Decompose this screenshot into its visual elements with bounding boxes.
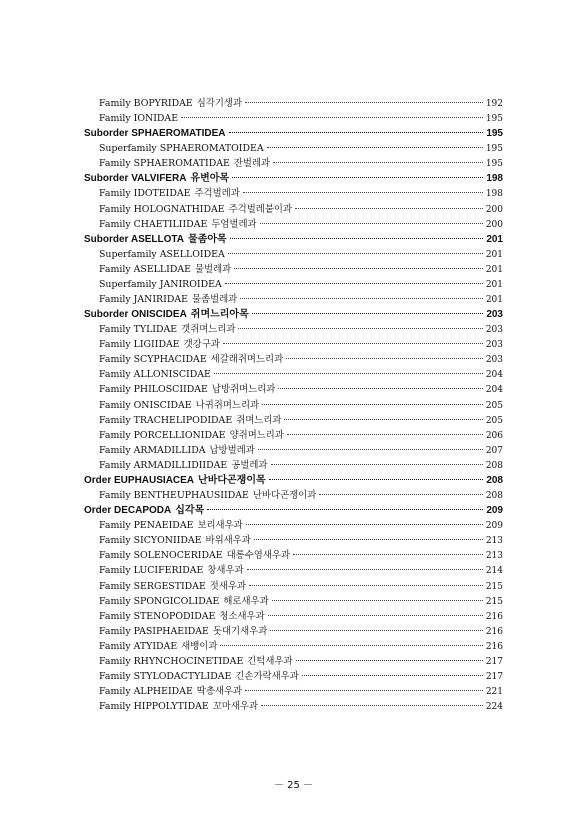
dot-leader [220, 645, 482, 646]
korean-name: 긴손가락새우과 [235, 670, 299, 682]
dot-leader [230, 238, 484, 239]
taxon-rank: Family [99, 520, 131, 532]
korean-name: 심각기생과 [196, 98, 243, 109]
page-ref: 205 [485, 415, 503, 426]
korean-name: 보리새우과 [197, 520, 243, 532]
taxon-name: SCYPHACIDAE [133, 354, 207, 366]
toc-entry-label [99, 96, 242, 111]
page-ref: 216 [485, 611, 503, 622]
taxon-rank: Family [99, 686, 131, 698]
dot-leader [238, 328, 482, 329]
toc-entry-row [84, 699, 503, 714]
korean-name: 쥐며느리아목 [190, 309, 249, 321]
korean-name: 꼬마새우과 [212, 701, 259, 713]
taxon-name: TYLIDAE [133, 324, 178, 336]
toc-entry-label [99, 458, 268, 473]
korean-name: 물좀아목 [188, 233, 227, 245]
page-ref: 195 [485, 114, 503, 125]
korean-name: 대롱수염새우과 [226, 550, 291, 562]
dot-leader [278, 388, 483, 389]
toc-entry-label [99, 684, 242, 699]
dot-leader [228, 253, 483, 254]
taxon-rank: Superfamily [99, 143, 157, 155]
page-ref: 207 [485, 445, 503, 456]
taxon-rank: Suborder [84, 309, 129, 321]
page-ref: 204 [485, 370, 503, 381]
taxon-rank: Superfamily [99, 278, 157, 290]
korean-name: 유변아목 [190, 173, 230, 185]
toc-entry-row [84, 428, 503, 443]
dot-leader [284, 419, 482, 420]
korean-name: 물좀벌레과 [191, 294, 238, 306]
toc-entry-label [84, 232, 227, 247]
toc-entry-row [84, 684, 503, 699]
korean-name: 쥐며느리과 [236, 414, 282, 426]
toc-entry-label [99, 217, 257, 232]
taxon-name: BOPYRIDAE [133, 98, 193, 109]
taxon-rank: Family [99, 580, 131, 592]
toc-entry-label [99, 443, 255, 458]
taxon-name: STYLODACTYLIDAE [133, 670, 232, 682]
toc-entry-label [99, 579, 246, 594]
toc-heading-row [84, 171, 503, 186]
page-ref: 216 [485, 641, 503, 652]
page-ref: 198 [485, 189, 503, 200]
toc-entry-label [99, 518, 243, 533]
taxon-name: SPHAEROMATIDAE [133, 158, 230, 170]
dot-leader [269, 479, 484, 480]
taxon-rank: Family [99, 369, 131, 381]
dot-leader [319, 494, 483, 495]
korean-name: 딱총새우과 [196, 686, 243, 698]
taxon-rank: Suborder [84, 233, 129, 245]
dot-leader [293, 554, 483, 555]
taxon-rank: Family [99, 535, 131, 547]
toc-entry-label [99, 202, 292, 217]
dot-leader [181, 117, 483, 118]
page-ref: 224 [485, 702, 503, 713]
korean-name: 젓새우과 [209, 580, 247, 592]
page-ref: 217 [485, 671, 503, 682]
toc-heading-row [84, 307, 503, 322]
page-ref: 203 [485, 325, 503, 336]
taxon-name: BENTHEUPHAUSIIDAE [133, 490, 249, 502]
taxon-name: ONISCIDAE [133, 399, 192, 411]
toc-heading-row [84, 503, 503, 518]
toc-entry-label [99, 322, 235, 337]
korean-name: 갯쥐며느리과 [181, 324, 236, 336]
page-ref: 208 [485, 460, 503, 471]
toc-entry-label [99, 352, 283, 367]
dot-leader [271, 464, 483, 465]
dot-leader [232, 177, 483, 178]
taxon-name: HIPPOLYTIDAE [133, 701, 209, 713]
toc-entry-row [84, 413, 503, 428]
dot-leader [229, 132, 484, 133]
taxon-rank: Family [99, 550, 131, 562]
toc-entry-row [84, 111, 503, 126]
page-ref: 214 [485, 566, 503, 577]
toc-entry-row [84, 669, 503, 684]
page-ref: 195 [485, 144, 503, 155]
taxon-name: PASIPHAEIDAE [133, 625, 209, 637]
toc-entry-label [99, 654, 293, 669]
dot-leader [273, 162, 483, 163]
toc-heading-row [84, 232, 503, 247]
korean-name: 두엄벌레과 [211, 218, 257, 230]
taxon-name: SERGESTIDAE [133, 580, 206, 592]
taxon-rank: Order [84, 505, 112, 517]
dot-leader [270, 630, 483, 631]
taxon-rank: Family [99, 701, 131, 713]
taxon-rank: Suborder [84, 128, 129, 140]
toc-heading-row [84, 473, 503, 488]
page-ref: 217 [485, 656, 503, 667]
korean-name: 물벌레과 [194, 263, 232, 275]
taxon-name: ATYIDAE [133, 640, 178, 652]
taxon-name: IONIDAE [133, 113, 179, 125]
toc-entry-label [99, 186, 240, 201]
taxon-rank: Family [99, 565, 131, 577]
taxon-name: SICYONIIDAE [133, 535, 202, 547]
page-ref: 209 [485, 521, 503, 532]
taxon-rank: Family [99, 158, 131, 170]
toc-entry-row [84, 352, 503, 367]
toc-entry-label [99, 413, 281, 428]
taxon-rank: Family [99, 625, 131, 637]
taxon-rank: Family [99, 595, 131, 607]
dot-leader [246, 524, 483, 525]
dot-leader [214, 373, 483, 374]
page-ref: 201 [485, 249, 503, 260]
toc-entry-label [84, 307, 249, 322]
taxon-rank: Family [99, 294, 131, 306]
toc-entry-label [99, 337, 220, 352]
korean-name: 창새우과 [207, 565, 244, 577]
taxon-rank: Family [99, 98, 131, 109]
dot-leader [252, 313, 484, 314]
dot-leader [240, 298, 483, 299]
toc-entry-label [99, 639, 217, 654]
toc-entry-label [99, 292, 237, 307]
taxon-name: STENOPODIDAE [133, 610, 216, 622]
taxon-rank: Family [99, 188, 131, 200]
taxon-name: ASELLIDAE [133, 263, 191, 275]
korean-name: 공벌레과 [231, 459, 268, 471]
dot-leader [302, 675, 483, 676]
taxon-name: ARMADILLIDIIDAE [133, 459, 228, 471]
dot-leader [245, 690, 483, 691]
page-ref: 206 [485, 430, 503, 441]
taxon-rank: Family [99, 459, 131, 471]
page-ref: 203 [485, 340, 503, 351]
toc-entry-row [84, 156, 503, 171]
toc-entry-label [99, 156, 270, 171]
toc-entry-row [84, 488, 503, 503]
taxon-name: SPHAEROMATOIDEA [159, 143, 264, 155]
toc-entry-label [84, 503, 204, 518]
page-ref: 192 [485, 99, 503, 109]
page-ref: 201 [485, 264, 503, 275]
toc-entry-label [99, 669, 299, 684]
korean-name: 십각목 [175, 505, 205, 517]
toc-entry-label [99, 367, 211, 382]
toc-entry-label [99, 111, 178, 126]
toc-entry-label [99, 533, 251, 548]
korean-name: 나귀쥐며느리과 [195, 399, 260, 411]
taxon-name: ASELLOIDEA [159, 248, 225, 260]
taxon-name: ALLONISCIDAE [133, 369, 211, 381]
korean-name: 해로새우과 [223, 595, 269, 607]
korean-name: 납방벌레과 [209, 444, 255, 456]
dot-leader [225, 283, 483, 284]
taxon-rank: Family [99, 490, 131, 502]
taxon-name: JANIROIDEA [159, 278, 222, 290]
korean-name: 난바다곤쟁이목 [198, 474, 266, 486]
toc-entry-row [84, 202, 503, 217]
korean-name: 잔벌레과 [233, 158, 271, 170]
taxon-name: ASELLOTA [130, 233, 185, 245]
page-ref: 198 [486, 173, 503, 185]
taxon-rank: Suborder [84, 173, 129, 185]
toc-entry-label [99, 563, 244, 578]
toc-entry-label [99, 594, 269, 609]
toc-entry-row [84, 458, 503, 473]
taxon-name: CHAETILIIDAE [133, 218, 208, 230]
page-ref: 208 [485, 491, 503, 502]
toc-entry-label [84, 473, 266, 488]
page-ref: 215 [485, 596, 503, 607]
dot-leader [287, 434, 483, 435]
taxon-rank: Family [99, 203, 131, 215]
toc-entry-row [84, 292, 503, 307]
toc-entry-row [84, 337, 503, 352]
page-number: － 25 － [273, 780, 314, 791]
taxon-name: ARMADILLIDA [133, 444, 206, 456]
toc-entry-label [99, 247, 225, 262]
table-of-contents [84, 96, 503, 714]
taxon-name: LIGIIDAE [133, 339, 180, 351]
toc-entry-row [84, 141, 503, 156]
taxon-name: JANIRIDAE [133, 294, 188, 306]
taxon-rank: Family [99, 444, 131, 456]
taxon-rank: Superfamily [99, 248, 157, 260]
dot-leader [261, 705, 483, 706]
dot-leader [207, 509, 483, 510]
dot-leader [258, 449, 483, 450]
toc-entry-row [84, 609, 503, 624]
taxon-rank: Family [99, 429, 131, 441]
page-ref: 200 [485, 219, 503, 230]
toc-entry-row [84, 579, 503, 594]
taxon-name: SOLENOCERIDAE [133, 550, 223, 562]
toc-entry-row [84, 382, 503, 397]
page-ref: 201 [485, 279, 503, 290]
toc-entry-row [84, 186, 503, 201]
taxon-name: ONISCIDEA [131, 309, 187, 321]
taxon-name: SPHAEROMATIDEA [131, 128, 226, 140]
korean-name: 납방쥐며느리과 [211, 384, 276, 396]
taxon-rank: Family [99, 218, 131, 230]
page-ref: 216 [485, 626, 503, 637]
korean-name: 바위새우과 [205, 535, 251, 547]
taxon-rank: Family [99, 655, 131, 667]
taxon-rank: Family [99, 610, 131, 622]
korean-name: 청소새우과 [219, 610, 265, 622]
taxon-name: ALPHEIDAE [133, 686, 193, 698]
toc-entry-label [99, 428, 284, 443]
taxon-rank: Family [99, 339, 131, 351]
korean-name: 양쥐며느리과 [229, 429, 284, 441]
toc-entry-label [99, 277, 222, 292]
page-ref: 208 [486, 474, 503, 486]
toc-entry-row [84, 639, 503, 654]
toc-entry-label [84, 126, 226, 141]
page-ref: 221 [485, 687, 503, 698]
toc-entry-label [84, 171, 229, 186]
dot-leader [223, 343, 483, 344]
page-ref: 213 [485, 551, 503, 562]
taxon-name: DECAPODA [114, 505, 172, 517]
toc-entry-label [99, 382, 275, 397]
dot-leader [296, 660, 483, 661]
korean-name: 난바다곤쟁이과 [252, 490, 317, 502]
korean-name: 세갈래쥐며느리과 [210, 354, 284, 366]
taxon-name: IDOTEIDAE [133, 188, 191, 200]
dot-leader [247, 569, 483, 570]
toc-entry-row [84, 247, 503, 262]
page-ref: 203 [485, 355, 503, 366]
taxon-rank: Family [99, 670, 131, 682]
dot-leader [243, 192, 483, 193]
page-ref: 201 [485, 295, 503, 306]
korean-name: 갯강구과 [183, 339, 220, 351]
page-ref: 195 [486, 128, 503, 140]
toc-entry-label [99, 398, 259, 413]
dot-leader [295, 208, 483, 209]
toc-entry-row [84, 367, 503, 382]
toc-entry-row [84, 322, 503, 337]
toc-entry-row [84, 518, 503, 533]
toc-entry-label [99, 141, 264, 156]
korean-name: 주걱벌레과 [194, 188, 240, 200]
toc-entry-row [84, 594, 503, 609]
taxon-rank: Family [99, 414, 131, 426]
toc-entry-label [99, 609, 265, 624]
taxon-rank: Family [99, 263, 131, 275]
dot-leader [254, 539, 483, 540]
dot-leader [262, 404, 483, 405]
toc-entry-row [84, 217, 503, 232]
dot-leader [234, 268, 483, 269]
dot-leader [268, 615, 483, 616]
page-ref: 205 [485, 400, 503, 411]
taxon-rank: Family [99, 113, 131, 125]
taxon-name: TRACHELIPODIDAE [133, 414, 233, 426]
taxon-name: EUPHAUSIACEA [114, 474, 195, 486]
page-ref: 213 [485, 536, 503, 547]
korean-name: 돗대기새우과 [212, 625, 268, 637]
page-ref: 201 [486, 233, 503, 245]
taxon-rank: Family [99, 354, 131, 366]
taxon-rank: Family [99, 640, 131, 652]
toc-entry-label [99, 262, 231, 277]
toc-entry-row [84, 533, 503, 548]
taxon-name: RHYNCHOCINETIDAE [133, 655, 244, 667]
page-ref: 215 [485, 581, 503, 592]
toc-heading-row [84, 126, 503, 141]
page-ref: 203 [486, 309, 503, 321]
toc-entry-row [84, 654, 503, 669]
taxon-name: PORCELLIONIDAE [133, 429, 226, 441]
toc-entry-row [84, 563, 503, 578]
toc-entry-label [99, 548, 290, 563]
toc-entry-row [84, 96, 503, 111]
page-ref: 200 [485, 204, 503, 215]
taxon-name: PENAEIDAE [133, 520, 194, 532]
taxon-name: LUCIFERIDAE [133, 565, 204, 577]
page-ref: 209 [486, 505, 503, 517]
dot-leader [249, 585, 483, 586]
taxon-rank: Order [84, 474, 112, 486]
toc-entry-row [84, 277, 503, 292]
taxon-name: HOLOGNATHIDAE [133, 203, 225, 215]
dot-leader [267, 147, 483, 148]
toc-entry-row [84, 398, 503, 413]
toc-entry-row [84, 262, 503, 277]
toc-entry-label [99, 699, 258, 714]
toc-entry-row [84, 443, 503, 458]
taxon-name: VALVIFERA [131, 173, 187, 185]
toc-entry-row [84, 548, 503, 563]
taxon-rank: Family [99, 384, 131, 396]
toc-entry-row [84, 624, 503, 639]
dot-leader [260, 223, 483, 224]
page-ref: 204 [485, 385, 503, 396]
taxon-name: SPONGICOLIDAE [133, 595, 220, 607]
dot-leader [272, 600, 483, 601]
dot-leader [245, 102, 483, 103]
dot-leader [286, 358, 483, 359]
page-ref: 195 [485, 159, 503, 170]
toc-entry-label [99, 488, 316, 503]
korean-name: 새뱅이과 [181, 640, 218, 652]
taxon-rank: Family [99, 399, 131, 411]
korean-name: 주걱벌레붙이과 [228, 203, 293, 215]
korean-name: 긴턱새우과 [247, 655, 293, 667]
taxon-rank: Family [99, 324, 131, 336]
toc-entry-label [99, 624, 267, 639]
taxon-name: PHILOSCIIDAE [133, 384, 208, 396]
